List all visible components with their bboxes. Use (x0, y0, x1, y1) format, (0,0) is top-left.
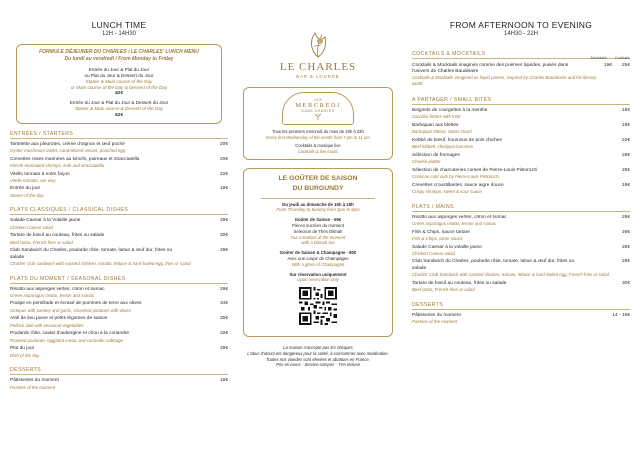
cocktail-item: Cocktails & Mocktails imaginés comme des poèmes liquides, puisés dans l'univers de Charles Baudelaire Cocktails & Mocktails imagined as liquid poems, inspired by Charles Baudelaire and his literary world 16€ 25€ (412, 63, 630, 87)
section-title: PLATS CLASSIQUES / CLASSICAL DISHES (10, 207, 129, 214)
lunch-formula-box (16, 44, 222, 124)
menu-item (412, 281, 630, 293)
menu-item-english: Charles' club sandwich with roasted chicken, tomato, lettuce & hard-boiled egg, fries or salad (10, 260, 191, 266)
menu-item-english: Vitello tonnato, our way (10, 177, 56, 183)
gouter-box: LE GOÛTER DE SAISON DU BURGUNDY Du jeudi au dimanche de 15h à 18h From Thursday to Sunday from 3pm to 6pm Goûter de Saison - 65€ Pièces sucrées du moment Sélection de Thés Dilmah Our creations of the moment with a Dilmah tea Goûter de Saison & Champagne - 80€ Avec une coupe de Champagne With a glass of Champagne Sur réservation uniquement Upon reservation only (243, 168, 393, 338)
menu-item-name: Kebbé de bœuf, houmous de pois chiches (412, 137, 502, 143)
formula-option2: Entrée du Jour & Plat du Jour & Dessert du Jour (69, 100, 169, 106)
menu-item (10, 248, 228, 266)
section-title: DESSERTS (412, 301, 444, 308)
menu-item (10, 378, 228, 390)
menu-item-english: Pastries of the moment (412, 318, 458, 324)
menu-item-name: Tartare de bœuf au couteau, frites ou salade (10, 233, 105, 239)
menu-item (10, 186, 228, 198)
menu-item (10, 346, 228, 358)
afternoon-hours: 14H30 - 22H (503, 31, 539, 37)
formula-option2-en: Starter & Main course & Dessert of the Day (74, 106, 164, 112)
lunch-title: LUNCH TIME (91, 20, 147, 30)
menu-item-english: Green asparagus risotto, lemon and sumac (10, 292, 95, 298)
menu-item (10, 172, 228, 184)
menu-item-price: 28€ (219, 248, 228, 254)
menu-item-english: Green asparagus risotto, lemon and sumac (412, 220, 497, 226)
menu-item-english: Fish & Chips, tartar sauce (412, 235, 463, 241)
menu-item-english: Starter of the day (10, 192, 44, 198)
menu-item-english: Zucchini fritters with mint (412, 114, 461, 120)
menu-item-name: Sélection de charcuteries corses de Pierre-Louis Pistorozzi (412, 167, 538, 173)
menu-item-price: 20€ (219, 156, 228, 162)
formula-option1-b: ou Plat du Jour & Dessert du Jour (84, 72, 154, 78)
glass-icon (314, 114, 322, 120)
menu-item (412, 215, 630, 227)
menu-item (412, 123, 630, 135)
menu-item-price: 30€ (621, 280, 630, 286)
menu-item-price: 26€ (621, 229, 630, 235)
menu-item (10, 142, 228, 154)
lunch-header (10, 20, 228, 37)
menu-item-english: Crispy shrimps, sweet & sour sauce (412, 188, 482, 194)
menu-item-english: Pastries of the moment (10, 384, 56, 390)
menu-item-name: Barbajuan aux blettes (412, 122, 459, 128)
menu-item-english: Barbajuan fritters, Swiss chard (412, 129, 472, 135)
menu-item-english: Dish of the day (10, 352, 40, 358)
gouter-f1-title: Goûter de Saison - 65€ (294, 217, 342, 223)
menu-item-name: Crevettes croustillantes, sauce aigre douce (412, 182, 504, 188)
menu-item-name: Tartare de bœuf au couteau, frites ou salade (412, 280, 507, 286)
menu-item-price: 18€ (621, 122, 630, 128)
menu-item-price: 28€ (219, 346, 228, 352)
menu-item-name: Club Sandwich du Charles, poularde rôtie, tomate, laitue & œuf dur, frites ou salade (10, 248, 173, 260)
menu-item-price: 22€ (219, 171, 228, 177)
menu-item-name: Salade Caesar à la volaille jaune (412, 244, 482, 250)
menu-item-price: 18€ (621, 182, 630, 188)
gouter-days: Du jeudi au dimanche de 15h à 18h (282, 201, 354, 207)
menu-item-english: Beef kibbeh, chickpea hummus (412, 144, 474, 150)
lunch-sections (10, 131, 228, 391)
menu-item (412, 230, 630, 242)
menu-item-price: 30€ (219, 233, 228, 239)
cocktail-price: 25€ (621, 63, 630, 68)
gouter-title-a: LE GOÛTER DE SAISON (278, 174, 358, 182)
section-title: PLATS DU MOMENT / SEASONAL DISHES (10, 275, 126, 282)
section-title: A PARTAGER / SMALL BITES (412, 96, 492, 103)
menu-item-english: Pollock aioli with seasonal vegetables (10, 322, 84, 328)
menu-item-price: 32€ (219, 331, 228, 337)
menu-item-name: Plat du jour (10, 346, 35, 352)
leaf-bird-icon (305, 27, 331, 59)
afternoon-header (412, 20, 630, 37)
gouter-f2-title: Goûter de Saison & Champagne - 80€ (279, 250, 357, 256)
section-title: COCKTAILS & MOCKTAILS (412, 51, 486, 57)
qr-code-icon[interactable] (299, 287, 337, 325)
menu-item (412, 138, 630, 150)
menu-item (412, 259, 630, 277)
menu-item-name: Vitello tonnato à notre façon (10, 171, 70, 177)
menu-item (10, 218, 228, 230)
center-column (243, 0, 393, 368)
menu-item (412, 108, 630, 120)
section-title: ENTRÉES / STARTERS (10, 130, 74, 137)
menu-item (412, 245, 630, 257)
formula-days: Du lundi au vendredi / From Monday to Friday (64, 55, 174, 62)
menu-item-english: Roasted poularde, eggplant caviar and coriander cabbage (10, 337, 124, 343)
menu-item-name: Poulpe en persillade et écrasé de pommes de terre aux olives (10, 301, 142, 307)
menu-item (10, 287, 228, 299)
afternoon-column (412, 0, 630, 325)
mercredi-box (243, 87, 393, 160)
formula-option1-en-a: Starter & Main course of the Day (85, 78, 153, 84)
menu-item-name: Tartelette aux pleurotes, crème d'oignon et œuf poché (10, 141, 125, 147)
menu-item (10, 331, 228, 343)
menu-item-name: Entrée du jour (10, 186, 41, 192)
menu-item-english: Beef tartar, French fries or salad (10, 239, 73, 245)
menu-item-english: Corsican cold cuts by Pierre-Louis Pistorozzi (412, 173, 499, 179)
menu-item-english: Octopus with parsley and garlic, smashed potatoes with olives (10, 307, 131, 313)
formula-option1-price: 42€ (114, 91, 123, 97)
menu-item-name: Sélection de fromages (412, 152, 460, 158)
section-title: DESSERTS (10, 367, 42, 374)
menu-item-english: Beef tartar, French fries or salad (412, 286, 475, 292)
menu-item-name: Risotto aux asperges vertes, citron et sumac (10, 286, 105, 292)
menu-item-name: Poularde rôtie, caviar d'aubergine et chou à la coriandre (10, 331, 130, 337)
lunch-column (10, 0, 228, 390)
menu-item-name: Club Sandwich du Charles, poularde rôtie, tomate, laitue & œuf dur, frites ou salade (412, 259, 575, 271)
menu-item-english: Kimchi-marinated shrimps, leek and stracciatella (10, 162, 105, 168)
menu-item-price: 28€ (621, 152, 630, 158)
menu-item-price: 16€ (219, 378, 228, 384)
menu-item-price: 28€ (621, 244, 630, 250)
menu-item-name: Crevettes roses marinées au kimchi, poireaux et stracciatella (10, 156, 140, 162)
gouter-title-b: DU BURGUNDY (292, 185, 344, 193)
menu-item-english: Cheese platter (412, 159, 441, 164)
menu-item (412, 183, 630, 195)
formula-option1-a: Entrée du Jour & Plat du Jour (88, 66, 150, 72)
legal-footer: La maison n'accepte pas les chèques L'abus d'alcool est dangereux pour la santé, à consommer avec modération. Toutes nos viandes sont élevées et abattues en France. Prix en euros - Service compris - TVA incluse (247, 345, 389, 368)
menu-item (10, 157, 228, 169)
menu-item-price: 28€ (219, 218, 228, 224)
formula-option2-price: 52€ (114, 112, 123, 118)
menu-item (10, 316, 228, 328)
mocktail-price: 16€ (603, 63, 612, 68)
reservation-note: Sur réservation uniquement (289, 271, 347, 277)
menu-item-name: Fish & Chips, sauce tartare (412, 229, 470, 235)
formula-title: FORMULE DÉJEUNER DU CHARLES / LE CHARLES' LUNCH MENU (39, 49, 199, 55)
menu-item-english: Chicken Caesar salad (412, 250, 455, 256)
menu-item-name: Salade Caesar à la Volaille jaune (10, 218, 81, 224)
gouter-days-en: From Thursday to Sunday from 3pm to 6pm (276, 207, 360, 213)
formula-option1-en-b: or Main course of the Day & Dessert of the Day (70, 85, 168, 91)
menu-item-price: 28€ (621, 259, 630, 265)
mercredi-badge-title: MERCREDI (295, 102, 341, 109)
section-title: PLATS / MAINS (412, 203, 455, 210)
menu-item-name: Pâtisseries du moment (10, 378, 59, 384)
menu-item-price: 30€ (219, 316, 228, 322)
menu-item-price: 20€ (219, 141, 228, 147)
menu-item-price: 34€ (219, 301, 228, 307)
cocktail-price-headers: Mocktails Cocktails (590, 56, 630, 60)
menu-item (10, 301, 228, 313)
menu-item-price: 28€ (219, 286, 228, 292)
menu-item-price: 28€ (621, 214, 630, 220)
menu-item-english: Chicken Caesar salad (10, 224, 53, 230)
mercredi-badge-top: LES (313, 98, 323, 102)
mercredi-badge-sub: DANS CHARLES (301, 109, 335, 113)
afternoon-sections (412, 97, 630, 325)
menu-item-name: Aïoli de lieu jaune et petits légumes de saison (10, 316, 108, 322)
menu-item-price: 28€ (621, 167, 630, 173)
mercredi-text: Tous les premiers mercredi du mois de 19h à 23h Every first Wednesday of the month from 7 pm to 11 pm Cocktails & musique live Cocktails & live music (266, 129, 370, 155)
menu-item-price: 18€ (219, 186, 228, 192)
lunch-hours: 12H - 14H30 (101, 31, 137, 37)
menu-item-english: Charles' Club Sandwich with roasted chicken, tomato, lettuce & hard-boiled egg, French fries or salad (412, 271, 610, 277)
afternoon-title: FROM AFTERNOON TO EVENING (449, 20, 593, 30)
brand-sub: BAR & LOUNGE (296, 74, 340, 79)
brand-name: LE CHARLES (279, 61, 357, 73)
menu-item-price: 18€ (621, 107, 630, 113)
menu-item-price: 14 - 16€ (612, 312, 630, 318)
menu-item (412, 168, 630, 180)
menu-item-english: Oyster mushroom tartlet, caramelized onions, poached egg (10, 147, 126, 153)
menu-item-name: Pâtisseries du moment (412, 312, 461, 318)
menu-item-name: Beignets de courgettes à la menthe (412, 107, 488, 113)
brand-logo (243, 27, 393, 79)
mercredi-badge (282, 92, 354, 125)
menu-item (412, 313, 630, 325)
menu-item (10, 233, 228, 245)
menu-item (412, 153, 630, 165)
menu-item-price: 22€ (621, 137, 630, 143)
menu-item-name: Risotto aux asperges vertes, citron et sumac (412, 214, 507, 220)
